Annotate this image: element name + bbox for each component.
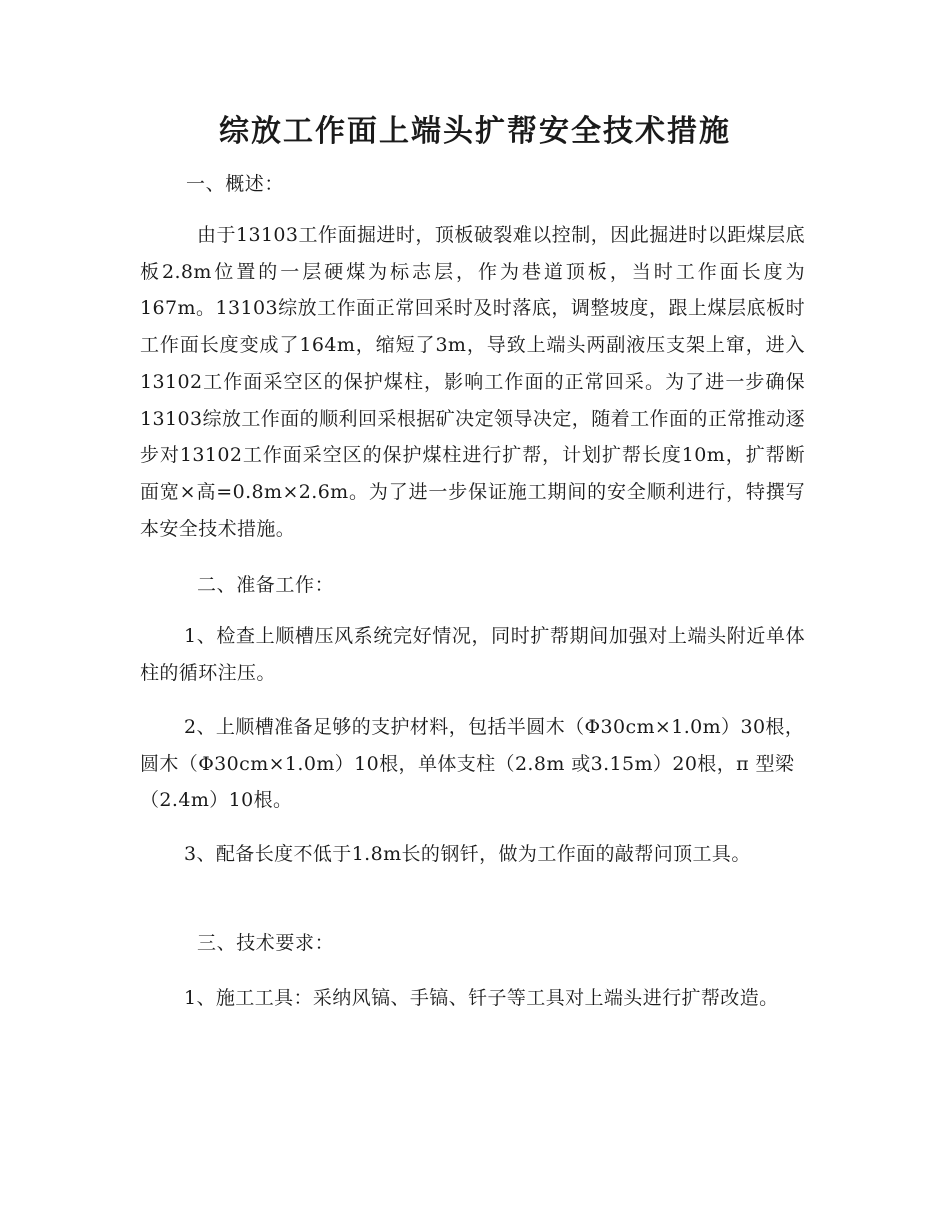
section-heading-preparation: 二、准备工作：: [197, 574, 335, 596]
preparation-item-2: 2、上顺槽准备足够的支护材料，包括半圆木（Φ30cm×1.0m）30根，圆木（Φ30cm×1.0m）10根，单体支柱（2.8m 或3.15m）20根，π 型梁（2.4m）10根。: [140, 716, 805, 812]
technical-item-1: 1、施工工具：采纳风镐、手镐、钎子等工具对上端头进行扩帮改造。: [184, 987, 779, 1009]
section-heading-technical: 三、技术要求：: [197, 932, 335, 954]
overview-paragraph: 由于13103工作面掘进时，顶板破裂难以控制，因此掘进时以距煤层底板2.8m位置的一层硬煤为标志层，作为巷道顶板，当时工作面长度为167m。13103综放工作面正常回采时及时落底，调整坡度，跟上煤层底板时工作面长度变成了164m，缩短了3m，导致上端头两副液压支架上窜，进入13102工作面采空区的保护煤柱，影响工作面的正常回采。为了进一步确保13103综放工作面的顺利回采根据矿决定领导决定，随着工作面的正常推动逐步对13102工作面采空区的保护煤柱进行扩帮，计划扩帮长度10m，扩帮断面宽×高=0.8m×2.6m。为了进一步保证施工期间的安全顺利进行，特撰写本安全技术措施。: [140, 224, 805, 540]
preparation-item-3: 3、配备长度不低于1.8m长的钢钎，做为工作面的敲帮问顶工具。: [184, 843, 751, 865]
preparation-item-1: 1、检查上顺槽压风系统完好情况，同时扩帮期间加强对上端头附近单体柱的循环注压。: [140, 625, 805, 684]
document-title: 综放工作面上端头扩帮安全技术措施: [219, 114, 731, 149]
section-heading-overview: 一、概述：: [186, 173, 285, 195]
